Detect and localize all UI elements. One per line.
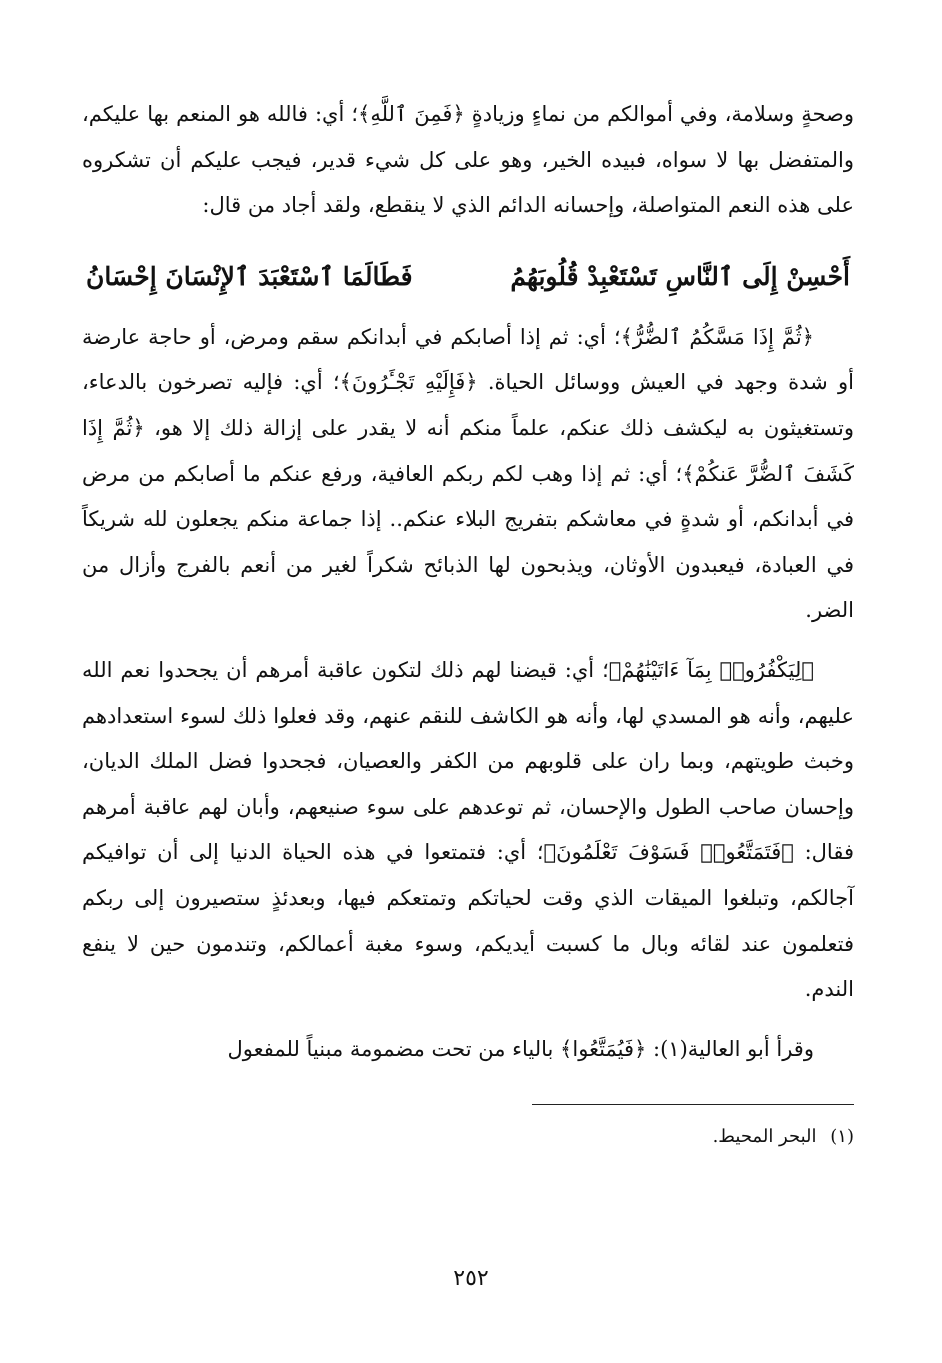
paragraph-4: وقرأ أبو العالية(١): ﴿فَيُمَتَّعُوا﴾ بالياء من تحت مضمومة مبنياً للمفعول	[227, 1036, 814, 1061]
poem-hemistich-left: فَطَالَمَا ٱسْتَعْبَدَ ٱلإِنْسَانَ إِحْسَانُ	[86, 261, 413, 291]
footnote-number: (١)	[830, 1126, 854, 1148]
paragraph-2: ﴿ثُمَّ إِذَا مَسَّكُمُ ٱلضُّرُّ﴾؛ أي: ثم إذا أصابكم في أبدانكم سقم ومرض، أو حاجة عارضة أو شدة وجهد في العيش ووسائل الحياة. ﴿فَإِلَيْهِ تَجْـَٔرُونَ﴾؛ أي: فإليه تصرخون بالدعاء، وتستغيثون به ليكشف ذلك عنكم، علماً منكم أنه لا يقدر على إزالة ذلك إلا هو، ﴿ثُمَّ إِذَا كَشَفَ ٱلضُّرَّ عَنكُمْ﴾؛ أي: ثم إذا وهب لكم ربكم العافية، ورفع عنكم ما أصابكم من مرض في أبدانكم، أو شدةٍ في معاشكم بتفريج البلاء عنكم.. إذا جماعة منكم يجعلون لله شريكاً في العبادة، فيعبدون الأوثان، ويذبحون لها الذبائح شكراً لغير من أنعم بالفرج وأزال من الضر.	[82, 324, 854, 623]
paragraph-1: وصحةٍ وسلامة، وفي أموالكم من نماءٍ وزيادةٍ ﴿فَمِنَ ٱللَّهِ﴾؛ أي: فالله هو المنعم بها عليكم، والمتفضل بها لا سواه، فبيده الخير، وهو على كل شيء قدير، فيجب عليكم أن تشكروه على هذه النعم المتواصلة، وإحسانه الدائم الذي لا ينقطع، ولقد أجاد من قال:	[82, 102, 854, 218]
page-number: ٢٥٢	[453, 1266, 489, 1291]
footnote-divider	[532, 1104, 854, 1105]
footnote	[82, 1123, 854, 1151]
poem-hemistich-right: أَحْسِنْ إِلَى ٱلنَّاسِ تَسْتَعْبِدْ قُلُوبَهُمُ	[510, 261, 850, 291]
poem-verse	[86, 257, 850, 297]
footnote-text: البحر المحيط.	[712, 1126, 817, 1148]
paragraph-3: ﴿لِيَكْفُرُوا۟ بِمَآ ءَاتَيْنَٰهُمْ﴾؛ أي: قيضنا لهم ذلك لتكون عاقبة أمرهم أن يجحدوا نعم الله عليهم، وأنه هو المسدي لها، وأنه هو الكاشف للنقم عنهم، وقد فعلوا ذلك لسوء استعدادهم وخبث طويتهم، وبما ران على قلوبهم من الكفر والعصيان، فجحدوا فضل الملك الديان، وإحسان صاحب الطول والإحسان، ثم توعدهم على سوء صنيعهم، وأبان لهم عاقبة أمرهم فقال: ﴿فَتَمَتَّعُوا۟ فَسَوْفَ تَعْلَمُونَ﴾؛ أي: فتمتعوا في هذه الحياة الدنيا إلى أن توافيكم آجالكم، وتبلغوا الميقات الذي وقت لحياتكم وتمتعكم فيها، وبعدئذٍ ستصيرون إلى ربكم فتعلمون عند لقائه وبال ما كسبت أيديكم، وسوء مغبة أعمالكم، وتندمون حين لا ينفع الندم.	[82, 657, 854, 1002]
